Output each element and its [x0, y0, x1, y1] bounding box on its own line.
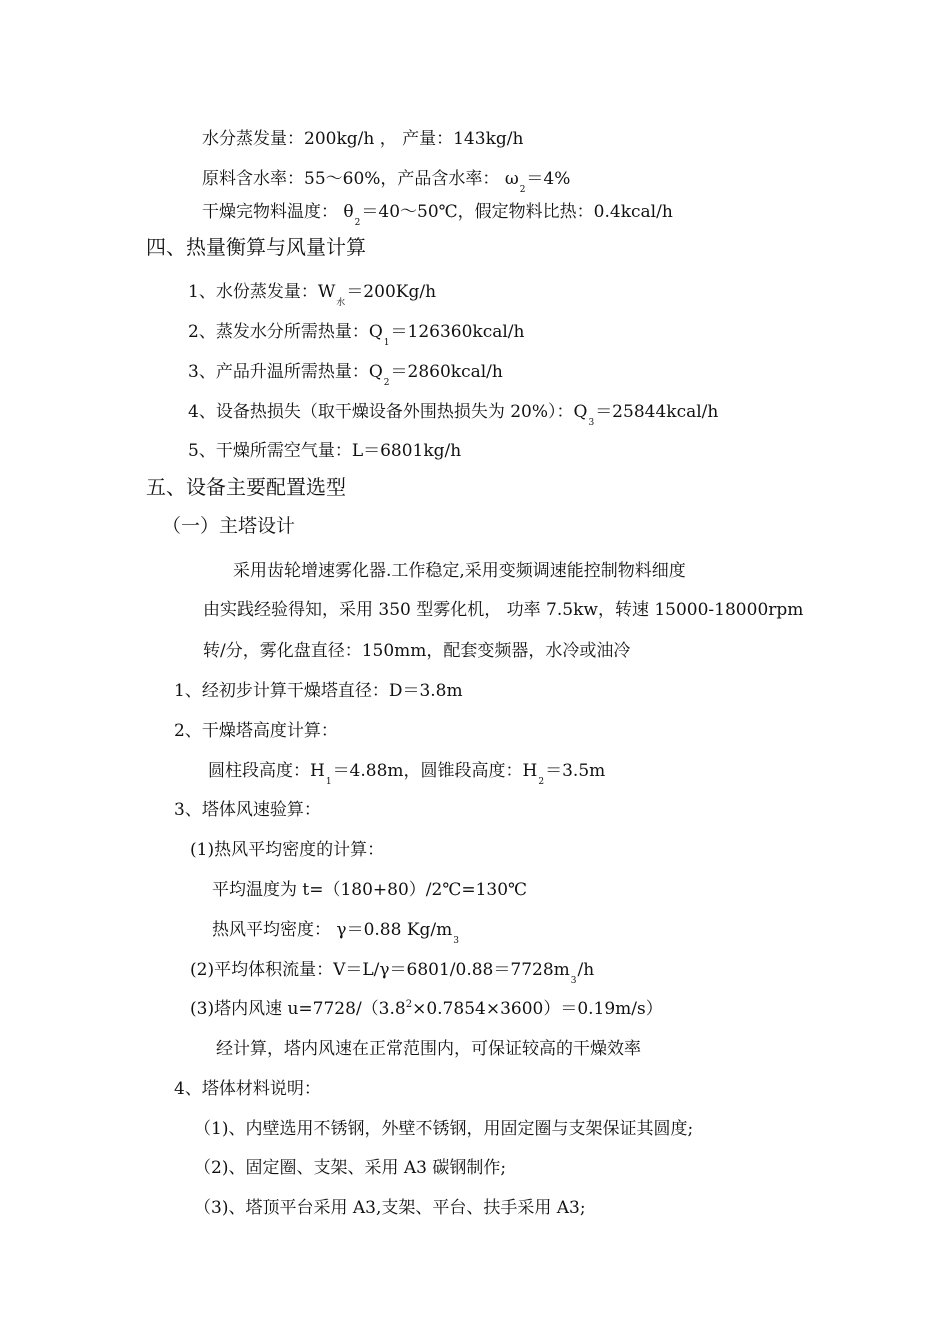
material-item-2: （2)、固定圈、支架、采用 A3 碳钢制作; [194, 1158, 507, 1178]
item-heat-loss [188, 401, 718, 426]
volume-flow-rate [190, 959, 594, 984]
tower-height-values [208, 760, 605, 785]
item3-subscript: 2 [383, 378, 390, 388]
flow-text: (2)平均体积流量：V＝L/γ＝6801/0.88＝7728m [190, 960, 570, 980]
moisture-value: ＝4% [526, 169, 571, 189]
wind-speed-conclusion: 经计算，塔内风速在正常范围内，可保证较高的干燥效率 [216, 1039, 641, 1059]
item-product-heating [188, 361, 503, 386]
moisture-subscript: 2 [519, 185, 526, 195]
calc-tower-height: 2、干燥塔高度计算： [174, 721, 338, 741]
moisture-content-line [202, 168, 570, 193]
h2-subscript: 2 [538, 777, 545, 787]
moisture-text: 原料含水率：55～60%，产品含水率： ω [202, 169, 519, 189]
item-water-evaporation [188, 281, 436, 306]
speed-value: ×0.7854×3600）＝0.19m/s） [412, 999, 663, 1019]
temp-subscript: 2 [354, 218, 361, 228]
item4-subscript: 3 [588, 418, 595, 428]
density-unit-subscript: 3 [453, 936, 459, 946]
item2-value: ＝126360kcal/h [390, 322, 525, 342]
item4-value: ＝25844kcal/h [595, 402, 719, 422]
tower-wind-speed [190, 998, 663, 1023]
hot-air-density-calc: (1)热风平均密度的计算： [190, 840, 385, 860]
main-tower-design-heading: （一）主塔设计 [162, 515, 296, 537]
atomizer-paragraph-3: 转/分，雾化盘直径：150mm，配套变频器，水冷或油冷 [203, 641, 631, 661]
average-temperature: 平均温度为 t=（180+80）/2℃=130℃ [212, 880, 528, 900]
cone-height-value: ＝3.5m [545, 761, 606, 781]
speed-text: (3)塔内风速 u=7728/（3.8 [190, 999, 406, 1019]
density-text: 热风平均密度： γ＝0.88 Kg/m [212, 920, 453, 940]
material-temperature-line [202, 201, 673, 226]
cylinder-height-text: 圆柱段高度：H [208, 761, 325, 781]
item4-text: 4、设备热损失（取干燥设备外围热损失为 20%）：Q [188, 402, 588, 422]
item1-subscript: 水 [336, 298, 346, 308]
item2-subscript: 1 [383, 338, 390, 348]
material-item-1: （1)、内壁选用不锈钢，外壁不锈钢，用固定圈与支架保证其圆度; [194, 1119, 694, 1139]
tower-material-heading: 4、塔体材料说明： [174, 1079, 321, 1099]
atomizer-paragraph-1: 采用齿轮增速雾化器.工作稳定,采用变频调速能控制物料细度 [233, 561, 686, 581]
section-4-heading: 四、热量衡算与风量计算 [146, 235, 366, 259]
section-5-heading: 五、设备主要配置选型 [146, 475, 346, 499]
atomizer-paragraph-2: 由实践经验得知，采用 350 型雾化机， 功率 7.5kw，转速 15000-18000rpm [203, 600, 804, 620]
material-item-3: （3)、塔顶平台采用 A3,支架、平台、扶手采用 A3; [194, 1198, 586, 1218]
flow-unit-tail: /h [577, 960, 595, 980]
temp-value: ＝40～50℃，假定物料比热：0.4kcal/h [361, 202, 673, 222]
hot-air-density-value [212, 919, 460, 944]
h1-subscript: 1 [325, 777, 332, 787]
evaporation-output-line: 水分蒸发量：200kg/h ， 产量：143kg/h [202, 129, 524, 149]
calc-wind-speed: 3、塔体风速验算： [174, 800, 321, 820]
item-evaporation-heat [188, 321, 524, 346]
flow-unit-subscript: 3 [570, 976, 577, 986]
item2-text: 2、蒸发水分所需热量：Q [188, 322, 383, 342]
item1-text: 1、水份蒸发量：W [188, 282, 336, 302]
speed-superscript: 2 [405, 999, 413, 1010]
cone-height-text: ＝4.88m，圆锥段高度：H [332, 761, 538, 781]
calc-tower-diameter: 1、经初步计算干燥塔直径：D＝3.8m [174, 681, 463, 701]
item-air-required: 5、干燥所需空气量：L＝6801kg/h [188, 441, 462, 461]
temp-text: 干燥完物料温度： θ [202, 202, 354, 222]
item3-value: ＝2860kcal/h [390, 362, 503, 382]
item1-value: ＝200Kg/h [346, 282, 437, 302]
item3-text: 3、产品升温所需热量：Q [188, 362, 383, 382]
